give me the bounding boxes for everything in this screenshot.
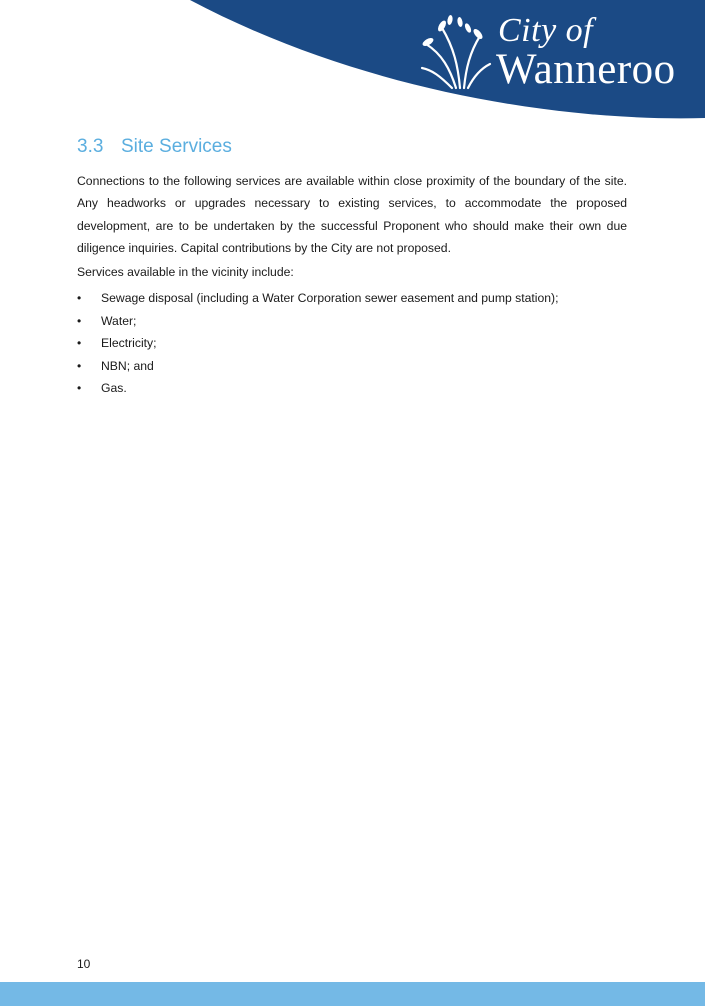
kangaroo-paw-icon <box>420 14 492 90</box>
bullet-icon: • <box>77 291 82 305</box>
logo-text-city-of: City of <box>498 12 594 49</box>
services-lead-paragraph: Services available in the vicinity include: <box>77 265 294 279</box>
list-item-text: Sewage disposal (including a Water Corporation sewer easement and pump station); <box>101 291 559 305</box>
list-item <box>77 355 637 378</box>
page-number: 10 <box>77 957 91 971</box>
city-of-wanneroo-logo <box>420 12 700 92</box>
footer-band <box>0 982 705 1006</box>
list-item <box>77 310 637 333</box>
bullet-icon: • <box>77 381 82 396</box>
list-item-text: NBN; and <box>101 358 154 373</box>
bullet-icon: • <box>77 358 82 373</box>
logo-text-wanneroo: Wanneroo <box>496 46 676 93</box>
list-item <box>77 287 637 310</box>
section-title: Site Services <box>121 136 232 157</box>
services-list <box>77 287 637 400</box>
list-item-text: Electricity; <box>101 336 157 351</box>
list-item-text: Water; <box>101 313 137 328</box>
section-heading <box>77 134 232 160</box>
intro-paragraph: Connections to the following services are available within close proximity of the boundary of the site. Any headworks or upgrades necessary to existing services, to accommodate the proposed development, are to be undertaken by the successful Proponent who should make their own due diligence inquiries. Capital contributions by the City are not proposed. <box>77 174 627 255</box>
bullet-icon: • <box>77 336 82 351</box>
list-item-text: Gas. <box>101 381 127 396</box>
bullet-icon: • <box>77 313 82 328</box>
section-number: 3.3 <box>77 136 104 157</box>
list-item <box>77 377 637 400</box>
list-item <box>77 332 637 355</box>
